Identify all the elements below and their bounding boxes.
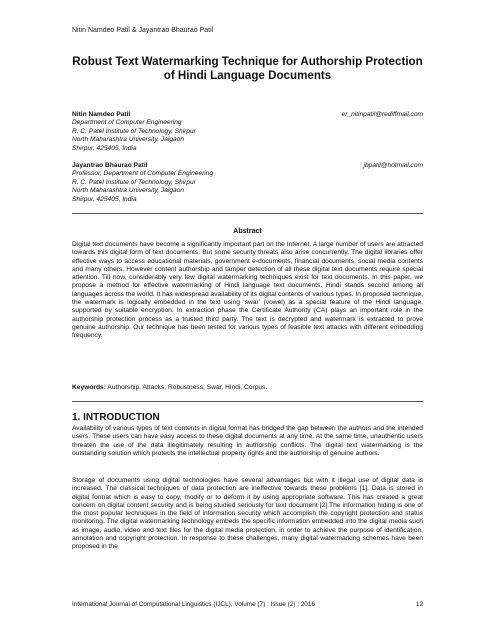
paper-title-line-2: of Hindi Language Documents [163, 69, 332, 82]
abstract-heading: Abstract [233, 228, 262, 235]
intro-paragraph-1: Availability of various types of text contents in digital format has bridged the gap between the authors and the intended users. These users can have easy access to these digital documents at any time. At the same time, unauthentic users threaten the use of the data illegitimately resulting in authorship conflicts. The digital text watermarking is the outstanding solution which protects the intellectual property rights and the authorship of genuine authors. [72, 425, 423, 457]
page-footer [72, 601, 423, 608]
author-affiliation-line: Shirpur, 425405, India [72, 144, 137, 152]
abstract-text: Digital text documents have become a significantly important part on the Internet. A large number of users are attracted towards this digital form of text documents. But some security threats also arise concurrently. The digital libraries offer effective ways to access educational materials, government e-documents, financial documents, social media contents and many others. However content authorship and tamper detection of all these digital text documents require special attention. Till now, considerably very few digital watermarking techniques exist for text documents. In this paper, we propose a method for effective watermarking of Hindi language text documents. Hindi stands second among all languages across the world. It has widespread availability of its digital contents of various types. In proposed technique, the watermark is logically embedded in the text using ‘swar’ (vowel) as a special feature of the Hindi language, supported by suitable encryption. In extraction phase the Certificate Authority (CA) plays an important role in the authorship protection process as a trusted third party. The text is decrypted and watermark is extracted to prove genuine authorship. Our technique has been tested for various types of feasible text attacks with different embedding frequency. [72, 241, 423, 340]
divider-bottom [72, 401, 423, 402]
author-affiliation-line: Department of Computer Engineering [72, 119, 182, 127]
author-affiliation-line: North Maharashtra University, Jalgaon [72, 136, 185, 144]
divider-top [72, 213, 423, 214]
paper-title-line-1: Robust Text Watermarking Technique for Authorship Protection [72, 55, 423, 68]
author-block-2 [72, 162, 423, 204]
footer-journal: International Journal of Computational Linguistics (IJCL), Volume (7) : Issue (2) : 2016 [72, 601, 315, 608]
running-head: Nitin Namdeo Patil & Jayantrao Bhaurao Patil [72, 27, 214, 34]
section-heading-introduction: 1. INTRODUCTION [72, 412, 160, 423]
keywords [72, 384, 423, 392]
author-affiliation-line: R. C. Patel Institute of Technology, Shirpur [72, 127, 196, 135]
author-affiliation-line: Professor, Department of Computer Engineering [72, 170, 214, 178]
author-affiliation-line: R. C. Patel Institute of Technology, Shirpur [72, 178, 196, 186]
author-email[interactable]: er_nitinpatil@rediffmail.com [341, 111, 423, 118]
page-number: 12 [415, 601, 423, 608]
author-affiliation-line: Shirpur, 425405, India [72, 195, 137, 203]
paper-title [60, 55, 435, 83]
keywords-text: Authorship, Attacks, Robustness, Swar, Hindi, Corpus. [105, 384, 268, 391]
author-email[interactable]: jbpatil@hotmail.com [363, 162, 423, 169]
author-block-1 [72, 111, 423, 153]
intro-paragraph-2: Storage of documents using digital technologies have several advantages but with it illegal use of digital data is increased. The classical techniques of data protection are ineffective towards these problems [1]. Data is stored in digital format which is easy to copy, modify or to deform it by using appropriate software. This has created a great concern on digital content security and is being studied seriously for text document [2].The information hiding is one of the most popular techniques in the field of information security which accomplish the copyright protection and status monitoring. The digital watermarking technology embeds the specific information embedded into the digital media such as image, audio, video and text files for the digital media protection, in order to achieve the purpose of identification, annotation and copyright protection. In response to these challenges, many digital watermarking schemes have been proposed in the [72, 477, 423, 551]
author-affiliation-line: North Maharashtra University, Jalgaon [72, 187, 185, 195]
author-name: Jayantrao Bhaurao Patil [72, 162, 148, 169]
author-name: Nitin Namdeo Patil [72, 111, 131, 118]
keywords-label: Keywords: [72, 384, 106, 391]
